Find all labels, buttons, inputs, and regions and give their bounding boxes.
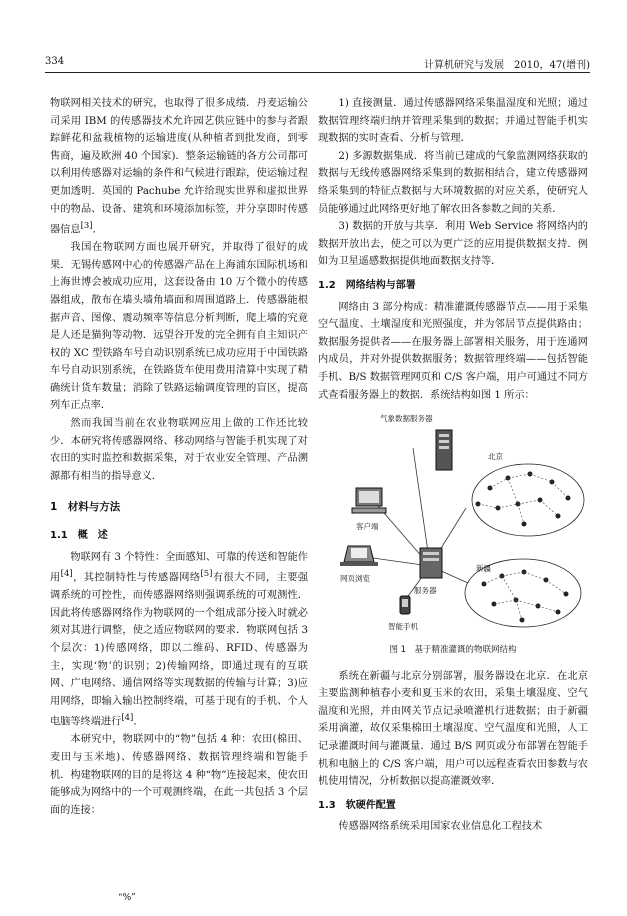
left-column	[50, 95, 308, 819]
label-web-browse: 网页浏览	[340, 574, 370, 584]
journal-title: 计算机研究与发展 2010，47(增刊)	[424, 60, 590, 71]
citation[interactable]: [3]	[80, 221, 93, 232]
right-column	[318, 95, 588, 836]
xinjiang-mesh	[484, 572, 566, 620]
paragraph: 系统在新疆与北京分别部署，服务器设在北京．在北京主要监测种植春小麦和夏玉米的农田，采集土壤湿度、空气温度和光照，并由网关节点记录喷灌机行进数据；由于新疆采用滴灌，故仅采集棉田土壤湿度、空气温度和光照，人工记录灌溉时间与灌溉量．通过 B/S 网页或分布部署在智能手机和电脑上的 C/S 客户端，用户可以远程查看农田参数与农机使用情况，分析数据以提高灌溉效率．	[318, 670, 588, 788]
paragraph: 2) 多源数据集成．将当前已建成的气象监测网络获取的数据与无线传感器网络采集到的数据相结合，建立传感器网络采集到的特征点数据与大环境数据的对应关系，使研究人员能够通过此网络更好地了解农田各参数之间的关系．	[318, 150, 588, 215]
laptop-icon	[340, 546, 378, 566]
citation[interactable]: [4]	[60, 569, 73, 580]
paragraph: 网络由 3 部分构成：精准灌溉传感器节点——用于采集空气温度、土壤湿度和光照强度，并为邻居节点提供路由；数据服务提供者——在服务器上部署相关服务，用于连通网内成员，并对外提供数据服务；数据管理终端——包括智能手机、B/S 数据管理网页和 C/S 客户端，用户可通过不同方式查看服务器上的数据．系统结构如图 1 所示：	[318, 301, 588, 401]
label-weather-server: 气象数据服务器	[380, 414, 433, 424]
label-beijing: 北京	[488, 452, 503, 462]
weather-server-icon	[436, 430, 452, 470]
page-number: 334	[45, 56, 65, 67]
paragraph: 传感器网络系统采用国家农业信息化工程技术	[338, 821, 543, 833]
smartphone-icon	[400, 596, 410, 614]
citation[interactable]: [5]	[200, 569, 213, 580]
label-server: 服务器	[414, 586, 437, 596]
server-icon	[420, 548, 442, 578]
network-links	[373, 448, 468, 603]
label-client: 客户端	[356, 522, 379, 532]
label-smartphone: 智能手机	[388, 622, 418, 632]
paragraph: 1) 直接测量．通过传感器网络采集温湿度和光照；通过数据管理终端归纳并管理采集到的数据；并通过智能手机实现数据的实时查看、分析与管理．	[318, 98, 588, 145]
citation[interactable]: [4]	[121, 713, 134, 724]
subsection-heading: 1.3 软硬件配置	[318, 799, 396, 811]
beijing-mesh	[478, 474, 568, 524]
footer-mark: “%”	[118, 893, 136, 903]
figure-caption: 图 1 基于精准灌溉的物联网结构	[389, 645, 517, 656]
beijing-sensor-nodes	[476, 472, 571, 527]
figure-network-structure	[318, 408, 588, 640]
subsection-heading: 1.1 概 述	[50, 530, 108, 542]
client-pc-icon	[352, 488, 386, 513]
paragraph: 物联网有 3 个特性：全面感知、可靠的传送和智能作用[4]，其控制特性与传感器网络[5]有很大不同，主要强调系统的可控性，而传感器网络则强调系统的可观测性．因此将传感器网络作为物联网的一个组成部分接入时就必须对其进行调整，使之适应物联网的要求．物联网包括 3 个层次：1)传感网络，即以二维码、RFID、传感器为主，实现‘物’的识别；2)传输网络，即通过现有的互联网、广电网络、通信网络等实现数据的传输与计算；3)应用网络，即输入输出控制终端，可基于现有的手机、个人电脑等终端进行[4]．	[50, 551, 309, 728]
running-header	[45, 54, 590, 73]
paragraph: 我国在物联网方面也展开研究，并取得了很好的成果．无锡传感网中心的传感器产品在上海浦东国际机场和上海世博会被成功应用，这套设备由 10 万个微小的传感器组成，散布在墙头墙角墙面和周围道路上．传感器能根据声音、图像、震动频率等信息分析判断，爬上墙的究竟是人还是猫狗等动物．远望谷开发的完全拥有自主知识产权的 XC 型铁路车号自动识别系统已成功应用于中国铁路车号自动识别系统，在铁路货车使用费用清算中实现了精确统计货车数量；消除了铁路运输调度管理的盲区，提高列车正点率．	[50, 242, 308, 412]
label-xinjiang: 新疆	[476, 564, 491, 574]
section-heading: 1 材料与方法	[50, 501, 121, 514]
paragraph: 物联网相关技术的研究，也取得了很多成绩．丹麦运输公司采用 IBM 的传感器技术允许园艺供应链中的参与者跟踪鲜花和盆栽植物的运输进度(从种植者到批发商，到零售商，遍及欧洲 40 个国家)．整条运输链的各方公司都可以利用传感器对运输的条件和气候进行跟踪，使运输过程更加透明．英国的 Pachube 允许给现实世界和虚拟世界中的物品、设备、建筑和环境添加标签，并分享即时传感器信息[3]．	[50, 98, 308, 236]
paragraph: 然而我国当前在农业物联网应用上做的工作还比较少．本研究将传感器网络、移动网络与智能手机实现了对农田的实时监控和数据采集，对于农业安全管理、产品溯源都有相当的指导意义．	[50, 418, 308, 482]
subsection-heading: 1.2 网络结构与部署	[318, 279, 416, 291]
xinjiang-sensor-nodes	[482, 570, 569, 623]
paragraph: 本研究中，物联网中的“物”包括 4 种：农田(棉田、麦田与玉米地)、传感器网络、数据管理终端和智能手机．构建物联网的目的是将这 4 种“物”连接起来，使农田能够成为网络中的一个可观测终端，在此一共包括 3 个层面的连接：	[50, 734, 308, 816]
paragraph: 3) 数据的开放与共享．利用 Web Service 将网络内的数据开放出去，使之可以为更广泛的应用提供数据支持．例如为卫星遥感数据提供地面数据支持等．	[318, 221, 588, 268]
